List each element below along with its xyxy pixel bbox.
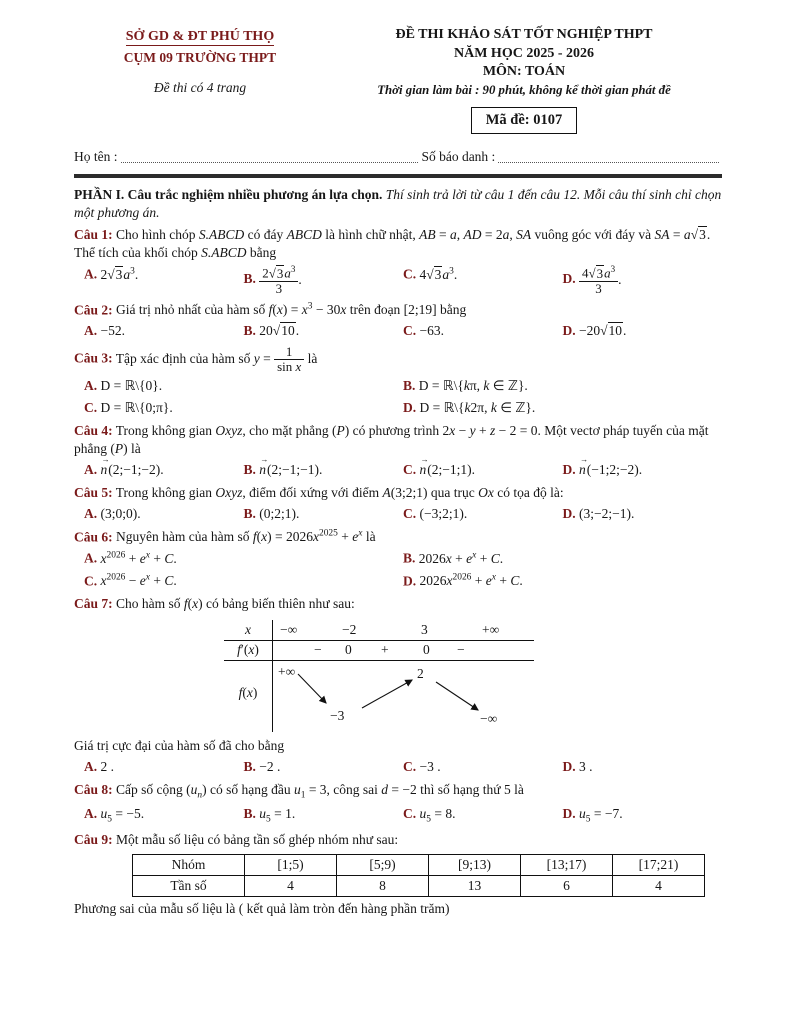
question-6-option-d: [403, 572, 722, 590]
option-text: D = ℝ\{0;π}.: [100, 400, 173, 415]
freq-cell: [5;9): [337, 855, 429, 876]
question-9-stem: [74, 831, 722, 849]
question-6-option-a: [84, 549, 403, 567]
option-letter: A.: [84, 323, 98, 339]
question-8-label: Câu 8:: [74, 781, 113, 797]
question-6-text: Nguyên hàm của hàm số $f(x) = 2026x^{2025} + e^x$ là: [116, 528, 376, 545]
question-1-option-c: [403, 265, 563, 295]
option-letter: D.: [562, 271, 576, 287]
option-text: n →(2;−1;−1).: [259, 462, 322, 477]
option-text: $u_5 = -7$.: [579, 806, 623, 825]
option-letter: D.: [562, 461, 576, 477]
option-text: D = ℝ\{kπ, k ∈ ℤ}.: [418, 378, 528, 394]
option-text: $2√3a^3$.: [100, 266, 139, 282]
option-letter: A.: [84, 266, 98, 282]
option-text: D = ℝ\{k2π, k ∈ ℤ}.: [419, 400, 536, 415]
option-letter: D.: [562, 758, 576, 774]
option-letter: B.: [403, 378, 416, 394]
option-text: (−3;2;1).: [419, 505, 468, 521]
question-4-label: Câu 4:: [74, 422, 113, 438]
question-2-label: Câu 2:: [74, 302, 113, 318]
option-letter: B.: [243, 323, 256, 339]
question-2-options: [74, 322, 722, 340]
question-7-option-a: [84, 758, 244, 776]
question-8-options: [74, 805, 722, 826]
question-5-options: [74, 505, 722, 523]
freq-cell: 8: [337, 876, 429, 897]
freq-cell: 13: [429, 876, 521, 897]
sbd-label: Số báo danh :: [421, 149, 496, 165]
question-4-text: Trong không gian Oxyz, cho mặt phẳng (P) có phương trình 2x − y + z − 2 = 0. Một vectơ pháp tuyến của mặt phẳng (P) là: [74, 422, 709, 456]
option-letter: C.: [403, 461, 417, 477]
bbt-x-value: −2: [342, 622, 357, 638]
option-letter: D.: [403, 573, 417, 589]
question-8-text: Cấp số cộng $(u_n)$ có số hạng đầu $u_1 = 3$, công sai d = −2 thì số hạng thứ 5 là: [116, 781, 524, 801]
freq-cell: [9;13): [429, 855, 521, 876]
question-3-label: Câu 3:: [74, 350, 113, 366]
option-letter: C.: [84, 573, 98, 589]
question-1-option-b: [244, 265, 404, 295]
question-4: [74, 422, 722, 479]
bbt-f-value: −3: [330, 708, 345, 724]
header-right: [326, 26, 722, 134]
question-1-label: Câu 1:: [74, 227, 113, 243]
bbt-f-value: 2: [417, 666, 424, 682]
option-text: $4√3a^3$.: [419, 266, 458, 282]
option-text: $u_5 = -5$.: [100, 806, 145, 825]
freq-cell: Nhóm: [133, 855, 245, 876]
question-2-option-c: [403, 322, 563, 340]
question-7-option-c: [403, 758, 563, 776]
freq-cell: Tần số: [133, 876, 245, 897]
question-9-text: Một mẫu số liệu có bảng tần số ghép nhóm như sau:: [116, 832, 399, 848]
question-5-option-c: [403, 505, 563, 523]
question-4-option-b: [244, 461, 404, 479]
question-5-option-a: [84, 505, 244, 523]
question-3-option-d: [403, 399, 722, 417]
question-6-options: [74, 549, 722, 590]
option-letter: C.: [84, 400, 98, 415]
freq-cell: 4: [245, 876, 337, 897]
freq-cell: 4: [613, 876, 705, 897]
option-letter: C.: [403, 266, 417, 282]
question-2: [74, 301, 722, 340]
question-5-label: Câu 5:: [74, 484, 113, 500]
option-letter: C.: [403, 323, 417, 339]
question-6-stem: [74, 528, 722, 546]
option-text: −3 .: [419, 758, 441, 774]
question-1-text: Cho hình chóp S.ABCD có đáy ABCD là hình chữ nhật, AB = a, AD = 2a, SA vuông góc với đáy và SA = a√3. Thể tích của khối chóp S.ABCD bằng: [74, 227, 711, 261]
option-text: (3;0;0).: [100, 505, 141, 521]
page-count-note: Đề thi có 4 trang: [153, 79, 247, 95]
question-9-footer: Phương sai của mẫu số liệu là ( kết quả làm tròn đến hàng phần trăm): [74, 901, 450, 917]
question-4-options: [74, 461, 722, 479]
bbt-f-value: −∞: [480, 711, 498, 727]
bbt-x-value: +∞: [482, 622, 500, 638]
question-6: [74, 528, 722, 590]
option-text: n →(−1;2;−2).: [579, 462, 642, 477]
option-text: n →(2;−1;1).: [420, 462, 475, 477]
option-text: −63.: [419, 323, 444, 339]
question-3-options: [74, 377, 722, 417]
question-4-stem: [74, 422, 722, 458]
question-7: [74, 595, 722, 776]
option-letter: B.: [243, 806, 256, 822]
question-6-label: Câu 6:: [74, 529, 113, 545]
option-letter: B.: [243, 505, 256, 521]
bbt-x-value: 3: [421, 622, 428, 638]
section-divider: [74, 174, 722, 178]
option-text: $u_5 = 1$.: [259, 806, 296, 825]
option-text: −52.: [100, 323, 125, 339]
question-5-text: Trong không gian Oxyz, điểm đối xứng với điểm A(3;2;1) qua trục Ox có tọa độ là:: [115, 484, 564, 500]
bbt-x-header: x: [245, 622, 251, 638]
option-letter: C.: [403, 758, 417, 774]
question-7-text: Cho hàm số f(x) có bảng biến thiên như sau:: [116, 596, 355, 612]
option-letter: B.: [403, 550, 416, 566]
question-3-text: Tập xác định của hàm số y = $\frac{1}{\text{sin x}}$ là: [115, 344, 318, 375]
option-letter: A.: [84, 378, 98, 394]
option-letter: D.: [562, 323, 576, 339]
option-letter: B.: [243, 758, 256, 774]
duration-note: Thời gian làm bài : 90 phút, không kể thời gian phát đề: [377, 82, 671, 97]
exam-header: [74, 26, 722, 134]
option-text: (0;2;1).: [259, 505, 300, 521]
part1-heading: [74, 186, 722, 222]
question-1-options: [74, 265, 722, 295]
question-7-stem: [74, 595, 722, 613]
option-letter: D.: [562, 505, 576, 521]
variation-arrows: [224, 620, 534, 732]
question-4-option-a: [84, 461, 244, 479]
student-info-line: [74, 148, 722, 166]
bbt-sign: 0: [423, 642, 430, 658]
question-3-stem: [74, 345, 722, 374]
question-5: [74, 484, 722, 523]
option-letter: A.: [84, 550, 98, 566]
question-2-option-d: [563, 322, 723, 340]
department-name: SỞ GD & ĐT PHÚ THỌ: [125, 29, 275, 44]
option-text: $\frac{2√3a^3}{3}$ .: [259, 272, 301, 287]
question-7-mid-text: Giá trị cực đại của hàm số đã cho bằng: [74, 738, 285, 754]
option-text: $x^{2026} + e^x + C$.: [100, 550, 177, 566]
exam-code-box: Mã đề: 0107: [471, 107, 578, 134]
question-7-label: Câu 7:: [74, 596, 113, 612]
question-2-stem: [74, 301, 722, 319]
option-text: (3;−2;−1).: [579, 505, 635, 521]
question-1-option-d: [563, 265, 723, 295]
option-text: $x^{2026} - e^x + C$.: [100, 572, 177, 589]
question-7-option-d: [563, 758, 723, 776]
question-9-label: Câu 9:: [74, 832, 113, 848]
bbt-x-value: −∞: [280, 622, 298, 638]
bbt-sign: +: [381, 642, 389, 658]
freq-cell: [1;5): [245, 855, 337, 876]
school-year: NĂM HỌC 2025 - 2026: [454, 45, 594, 61]
question-2-option-a: [84, 322, 244, 340]
option-letter: A.: [84, 461, 98, 477]
bbt-sign: −: [457, 642, 465, 658]
question-6-option-b: [403, 549, 722, 567]
freq-cell: [17;21): [613, 855, 705, 876]
header-left: [74, 26, 326, 97]
option-letter: B.: [243, 271, 256, 287]
question-8-option-a: [84, 805, 244, 826]
option-letter: C.: [403, 806, 417, 822]
question-9: [74, 831, 722, 918]
question-1: [74, 226, 722, 295]
question-7-option-b: [244, 758, 404, 776]
frequency-table: [132, 854, 705, 897]
bbt-f-value: +∞: [278, 664, 296, 680]
question-8-option-c: [403, 805, 563, 826]
question-6-option-c: [84, 572, 403, 590]
option-letter: C.: [403, 505, 417, 521]
department-line: [74, 28, 326, 47]
option-letter: A.: [84, 806, 98, 822]
question-2-text: Giá trị nhỏ nhất của hàm số $f(x) = x^3 - 30x$ trên đoạn [2;19] bằng: [116, 301, 467, 318]
option-text: n →(2;−1;−2).: [101, 462, 164, 477]
question-8-stem: [74, 781, 722, 802]
option-text: $u_5 = 8$.: [419, 806, 456, 825]
option-text: 3 .: [579, 758, 593, 774]
option-text: D = ℝ\{0}.: [100, 378, 163, 394]
sbd-dotted-line: [498, 162, 719, 163]
option-text: 2 .: [100, 758, 114, 774]
bbt-sign: 0: [345, 642, 352, 658]
question-5-option-b: [244, 505, 404, 523]
question-5-stem: [74, 484, 722, 502]
question-4-option-c: [403, 461, 563, 479]
option-letter: A.: [84, 505, 98, 521]
name-label: Họ tên :: [74, 149, 118, 165]
question-7-options: [74, 758, 722, 776]
option-text: $2026x^{2026} + e^x + C$.: [419, 572, 523, 589]
subject-line: MÔN: TOÁN: [482, 64, 566, 80]
option-letter: B.: [243, 461, 256, 477]
question-3-option-c: [84, 399, 403, 417]
bbt-f-header: f(x): [238, 685, 258, 701]
question-4-option-d: [563, 461, 723, 479]
option-text: $2026x + e^x + C$.: [418, 550, 504, 566]
question-3: [74, 345, 722, 417]
option-text: −2 .: [259, 758, 281, 774]
name-dotted-line: [121, 162, 419, 163]
variation-table: [224, 620, 534, 732]
option-text: 20√10.: [259, 323, 300, 339]
option-text: $\frac{4√3a^3}{3}$ .: [579, 272, 621, 287]
question-3-option-b: [403, 377, 722, 395]
question-8-option-b: [244, 805, 404, 826]
frequency-table-group-row: [133, 855, 705, 876]
exam-title: ĐỀ THI KHẢO SÁT TỐT NGHIỆP THPT: [395, 27, 653, 42]
option-text: −20√10.: [579, 323, 627, 339]
option-letter: D.: [562, 806, 576, 822]
option-letter: A.: [84, 758, 98, 774]
question-5-option-d: [563, 505, 723, 523]
question-1-stem: [74, 226, 722, 262]
bbt-fprime-header: f′(x): [237, 642, 259, 658]
bbt-sign: −: [314, 642, 322, 658]
school-cluster: CỤM 09 TRƯỜNG THPT: [123, 49, 277, 65]
question-8: [74, 781, 722, 827]
option-letter: D.: [403, 400, 417, 415]
question-3-option-a: [84, 377, 403, 395]
freq-cell: 6: [521, 876, 613, 897]
part1-title: PHẦN I. Câu trắc nghiệm nhiều phương án lựa chọn.: [74, 186, 383, 202]
question-8-option-d: [563, 805, 723, 826]
part1-note: Thí sinh trả lời từ câu 1 đến câu 12. Mỗi câu thí sinh chỉ chọn một phương án.: [74, 186, 722, 220]
frequency-table-count-row: [133, 876, 705, 897]
question-1-option-a: [84, 265, 244, 295]
freq-cell: [13;17): [521, 855, 613, 876]
question-2-option-b: [244, 322, 404, 340]
